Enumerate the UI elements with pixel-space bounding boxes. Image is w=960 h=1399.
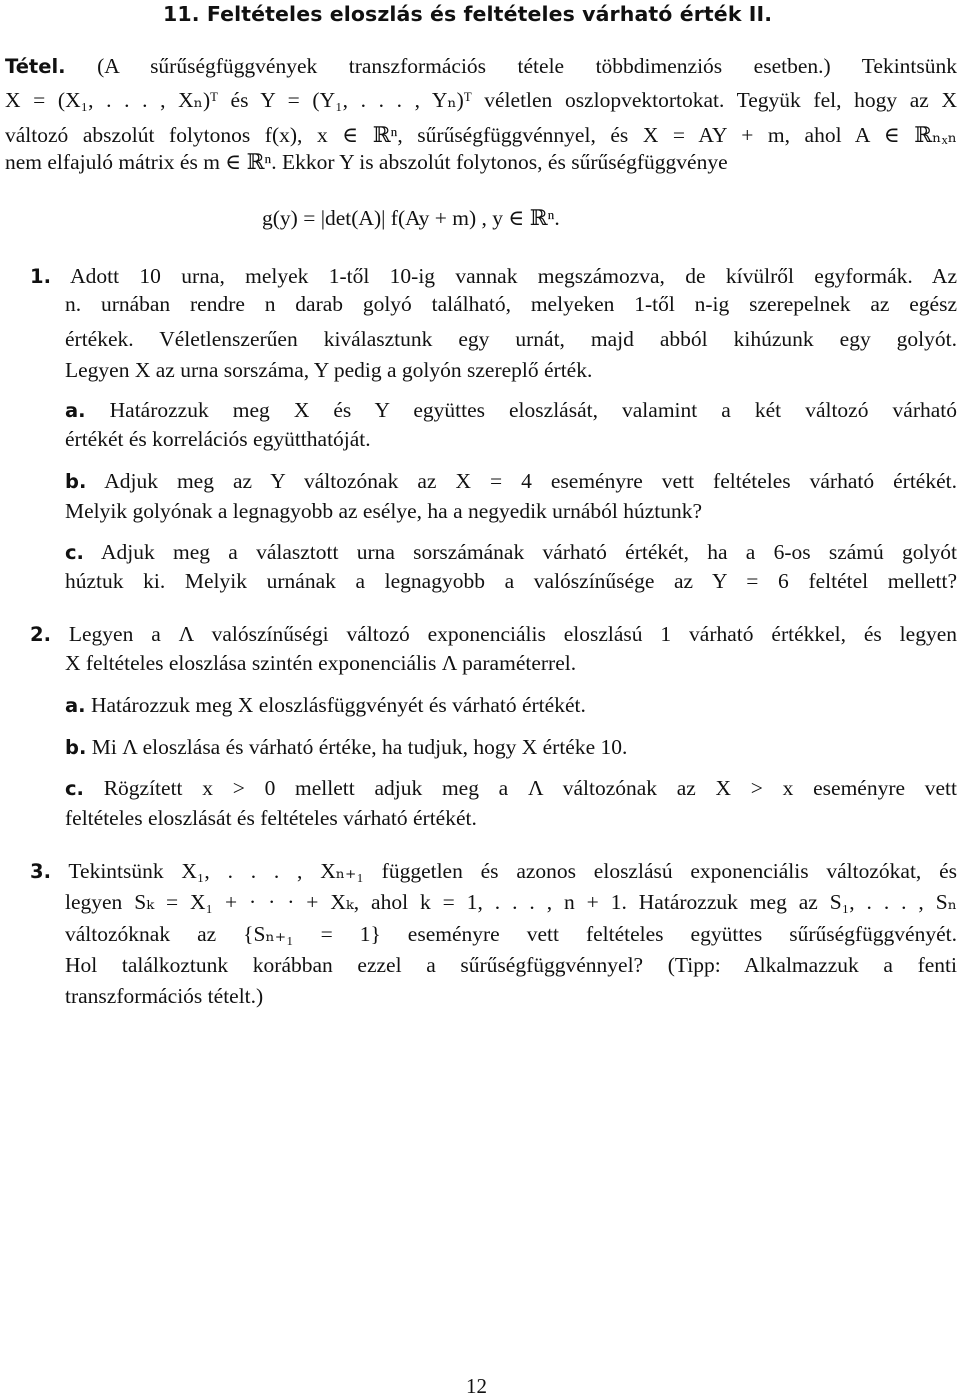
theorem-line-3: változó abszolút folytonos f(x), x ∈ ℝⁿ, sűrűségfüggvénnyel, és X = AY + m, ahol A ∈ ℝₙₓₙ [5,123,957,147]
theorem-formula: g(y) = |det(A)| f(Ay + m) , y ∈ ℝⁿ. [262,206,560,230]
problem-1-number: 1. [30,265,51,288]
problem-1c-text: Adjuk meg a választott urna sorszámának várható értékét, ha a 6-os számú golyót [101,540,957,564]
problem-2-line-1 [30,620,957,649]
problem-1-line-1 [30,262,957,291]
problem-1c-label: c. [65,541,84,564]
problem-3-number: 3. [30,860,51,883]
problem-1-line-3: értékek. Véletlenszerűen kiválasztunk egy urnát, majd abból kihúzunk egy golyót. [65,327,957,351]
theorem-text: (A sűrűségfüggvények transzformációs tétele többdimenziós esetben.) Tekintsünk [97,54,958,78]
problem-2b-label: b. [65,736,87,759]
theorem-label: Tétel. [5,55,66,78]
problem-3-line-1 [30,857,957,886]
problem-2c-text: Rögzített x > 0 mellett adjuk meg a Λ változónak az X > x eseményre vett [103,776,958,800]
problem-2c-line-2: feltételes eloszlását és feltételes várható értékét. [65,806,477,830]
problem-1-line-2: n. urnában rendre n darab golyó található, melyeken 1-től n-ig szerepelnek az egész [65,292,957,316]
problem-3-line-4: Hol találkoztunk korábban ezzel a sűrűségfüggvénnyel? (Tipp: Alkalmazzuk a fenti [65,953,957,977]
problem-1a-line-1 [65,396,957,425]
problem-1b-line-2: Melyik golyónak a legnagyobb az esélye, ha a negyedik urnából húztunk? [65,499,703,523]
problem-1-line-4: Legyen X az urna sorszáma, Y pedig a golyón szereplő érték. [65,358,593,382]
problem-1-text: Adott 10 urna, melyek 1-től 10-ig vannak megszámozva, de kívülről egyformák. Az [70,264,957,288]
problem-2b-text: Mi Λ eloszlása és várható értéke, ha tudjuk, hogy X értéke 10. [91,735,628,759]
problem-1a-line-2: értékét és korrelációs együtthatóját. [65,427,371,451]
problem-1a-text: Határozzuk meg X és Y együttes eloszlását, valamint a két változó várható [109,398,957,422]
problem-2a-label: a. [65,694,86,717]
problem-1b-label: b. [65,470,87,493]
problem-3-line-5: transzformációs tételt.) [65,984,264,1008]
theorem-line-2: X = (X₁, . . . , Xₙ)ᵀ és Y = (Y₁, . . . , Yₙ)ᵀ véletlen oszlopvektortokat. Tegyük fel, hogy az X [5,88,957,112]
problem-2c-line-1 [65,774,957,803]
problem-3-line-3: változóknak az {Sₙ₊₁ = 1} eseményre vett feltételes együttes sűrűségfüggvényét. [65,922,957,946]
problem-2b-line-1 [65,733,627,762]
problem-1c-line-1 [65,538,957,567]
problem-2c-label: c. [65,777,84,800]
theorem-line-1 [5,52,957,81]
page-number: 12 [466,1374,487,1398]
problem-2-number: 2. [30,623,51,646]
problem-1a-label: a. [65,399,86,422]
problem-2-line-2: X feltételes eloszlása szintén exponenciális Λ paraméterrel. [65,651,577,675]
problem-1c-line-2: húztuk ki. Melyik urnának a legnagyobb a valószínűsége az Y = 6 feltétel mellett? [65,569,957,593]
problem-3-text: Tekintsünk X₁, . . . , Xₙ₊₁ független és azonos eloszlású exponenciális változókat, és [68,859,957,883]
problem-2a-text: Határozzuk meg X eloszlásfüggvényét és várható értékét. [90,693,586,717]
section-title: 11. Feltételes eloszlás és feltételes várható érték II. [163,2,773,26]
problem-1b-text: Adjuk meg az Y változónak az X = 4 eseményre vett feltételes várható értékét. [104,469,957,493]
theorem-line-4: nem elfajuló mátrix és m ∈ ℝⁿ. Ekkor Y is abszolút folytonos, és sűrűségfüggvénye [5,150,728,174]
problem-2-text: Legyen a Λ valószínűségi változó exponenciális eloszlású 1 várható értékkel, és legyen [68,622,957,646]
problem-1b-line-1 [65,467,957,496]
problem-3-line-2: legyen Sₖ = X₁ + · · · + Xₖ, ahol k = 1, . . . , n + 1. Határozzuk meg az S₁, . . . , Sₙ [65,890,957,914]
problem-2a-line-1 [65,691,586,720]
